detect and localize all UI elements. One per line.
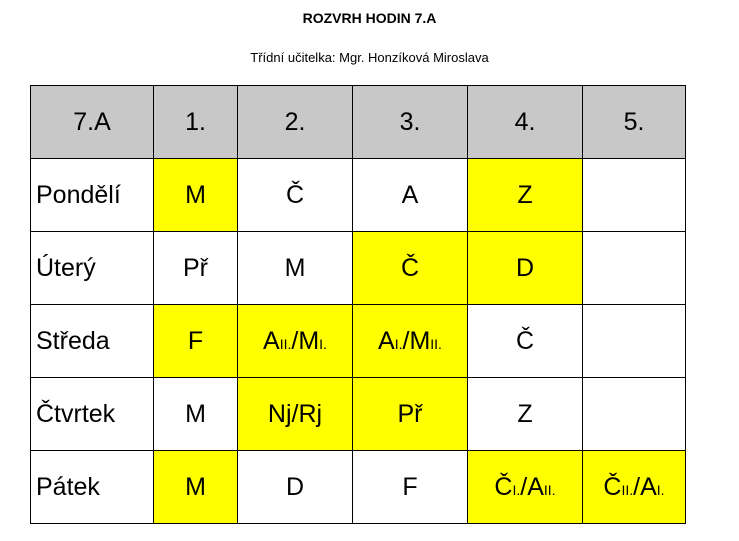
group-marker: II. <box>543 481 556 498</box>
day-label: Pátek <box>31 451 154 524</box>
lesson-cell <box>583 451 686 524</box>
day-label: Pondělí <box>31 159 154 232</box>
class-header: 7.A <box>31 86 154 159</box>
subject-code: M <box>284 253 306 282</box>
subject-code: Př <box>397 399 423 428</box>
schedule-title: ROZVRH HODIN 7.A <box>302 10 437 26</box>
day-label: Středa <box>31 305 154 378</box>
subject-code: /M <box>291 326 320 355</box>
lesson-cell <box>583 159 686 232</box>
subject-code: A <box>378 326 395 355</box>
subject-code: M <box>185 472 206 501</box>
subject-code: Č <box>515 326 535 355</box>
timetable <box>30 85 686 524</box>
lesson-cell <box>238 232 353 305</box>
lesson-cell <box>583 305 686 378</box>
group-marker: I. <box>656 481 665 498</box>
lesson-cell <box>154 378 238 451</box>
lesson-cell <box>353 378 468 451</box>
subject-code: Z <box>517 180 533 209</box>
lesson-cell <box>468 305 583 378</box>
lesson-cell <box>238 451 353 524</box>
period-header-3: 3. <box>353 86 468 159</box>
subject-code: Nj/Rj <box>267 399 323 428</box>
period-header-1: 1. <box>154 86 238 159</box>
period-header-4: 4. <box>468 86 583 159</box>
header-row <box>31 86 686 159</box>
subject-code: /M <box>402 326 431 355</box>
subject-code: Př <box>183 253 208 282</box>
lesson-cell <box>154 232 238 305</box>
subject-code: F <box>187 326 204 355</box>
lesson-cell <box>154 159 238 232</box>
lesson-cell <box>154 305 238 378</box>
lesson-cell <box>154 451 238 524</box>
lesson-cell <box>583 378 686 451</box>
class-teacher-line: Třídní učitelka: Mgr. Honzíková Miroslava <box>250 50 489 65</box>
group-marker: I. <box>394 335 403 352</box>
table-row <box>31 159 686 232</box>
subject-code: /A <box>633 472 657 501</box>
group-marker: I. <box>319 335 327 352</box>
subject-code: Č <box>285 180 305 209</box>
group-marker: II. <box>279 335 292 352</box>
subject-code: M <box>185 180 206 209</box>
lesson-cell <box>468 451 583 524</box>
lesson-cell <box>583 232 686 305</box>
period-header-2: 2. <box>238 86 353 159</box>
subject-code: Z <box>517 399 533 428</box>
subject-code: D <box>515 253 535 282</box>
subject-code: D <box>285 472 305 501</box>
lesson-cell <box>238 305 353 378</box>
schedule-body <box>31 159 686 524</box>
lesson-cell <box>353 232 468 305</box>
day-label: Úterý <box>31 232 154 305</box>
table-row <box>31 232 686 305</box>
lesson-cell <box>468 378 583 451</box>
subject-code: A <box>401 180 419 209</box>
table-row <box>31 378 686 451</box>
lesson-cell <box>353 451 468 524</box>
group-marker: II. <box>430 335 442 352</box>
lesson-cell <box>238 378 353 451</box>
lesson-cell <box>238 159 353 232</box>
subject-code: Č <box>494 472 513 501</box>
lesson-cell <box>468 232 583 305</box>
lesson-cell <box>468 159 583 232</box>
table-row <box>31 451 686 524</box>
subject-code: M <box>185 399 206 428</box>
group-marker: II. <box>621 481 634 498</box>
lesson-cell <box>353 305 468 378</box>
subject-code: Č <box>603 472 622 501</box>
subject-code: A <box>263 326 280 355</box>
day-label: Čtvrtek <box>31 378 154 451</box>
group-marker: I. <box>512 481 521 498</box>
lesson-cell <box>353 159 468 232</box>
table-row <box>31 305 686 378</box>
subject-code: Č <box>400 253 420 282</box>
subject-code: /A <box>520 472 544 501</box>
period-header-5: 5. <box>583 86 686 159</box>
subject-code: F <box>402 472 418 501</box>
